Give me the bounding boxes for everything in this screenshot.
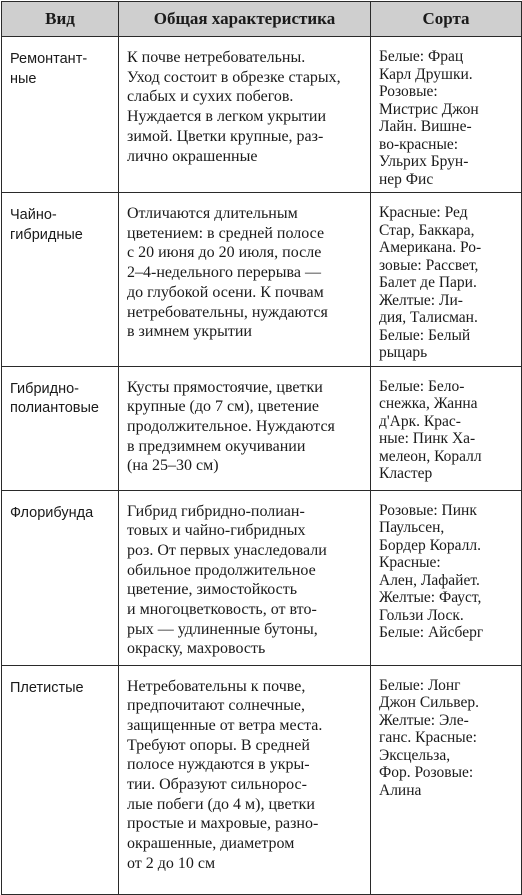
varieties-cell: [371, 37, 522, 193]
description-line: Кусты прямостоячие, цветки: [127, 378, 323, 396]
description-line: слабых и сухих побегов.: [127, 88, 294, 106]
description-line: с 20 июня до 20 июля, после: [127, 244, 322, 262]
varieties-line: Красные:: [379, 554, 441, 571]
roses-table: [1, 1, 522, 895]
varieties-line: ганс. Красные:: [379, 729, 477, 746]
varieties-line: нер Фис: [379, 170, 434, 188]
description-line: обильное продолжительное: [127, 561, 316, 579]
description-line: цветение, зимостойкость: [127, 581, 298, 599]
description-line: нетребовательны, нуждаются: [127, 303, 328, 321]
description-line: полосе нуждаются в укры-: [127, 756, 310, 774]
varieties-line: Джон Сильвер.: [379, 694, 479, 711]
description-cell: [119, 366, 371, 490]
varieties-cell: [371, 490, 522, 665]
description-line: до глубокой осени. К почвам: [127, 283, 324, 301]
description-line: Гибрид гибридно-полиан-: [127, 502, 305, 520]
table-row: [2, 37, 522, 193]
description-line: предпочитают солнечные,: [127, 697, 305, 715]
varieties-line: Лайн. Вишне-: [379, 118, 472, 135]
kind-line: гибридные: [10, 226, 83, 243]
varieties-line: снежка, Жанна: [379, 395, 478, 412]
varieties-line: Американа. Ро-: [379, 239, 482, 256]
kind-line: Флорибунда: [10, 504, 94, 521]
varieties-cell: [371, 366, 522, 490]
varieties-line: д'Арк. Крас-: [379, 412, 461, 430]
table-body: [2, 37, 522, 895]
varieties-line: Фор. Розовые:: [379, 764, 474, 781]
kind-cell: [2, 490, 119, 665]
description-cell: [119, 193, 371, 367]
varieties-cell: [371, 193, 522, 367]
kind-line: Чайно-: [10, 207, 57, 223]
kind-line: Плетистые: [10, 679, 84, 696]
varieties-line: дия, Талисман.: [379, 309, 478, 326]
description-line: (на 25–30 см): [127, 457, 219, 475]
kind-line: полиантовые: [10, 400, 99, 416]
description-line: окраску, махровость: [127, 640, 266, 658]
varieties-line: Желтые: Фауст,: [379, 589, 482, 606]
description-line: Нетребовательны к почве,: [127, 677, 306, 695]
kind-cell: [2, 193, 119, 367]
varieties-line: Мистрис Джон: [379, 100, 479, 118]
description-line: лично окрашенные: [127, 147, 258, 165]
description-line: Требуют опоры. В средней: [127, 736, 310, 754]
varieties-line: Розовые: Пинк: [379, 501, 477, 519]
varieties-line: Белые: Фрац: [379, 48, 464, 65]
description-cell: [119, 37, 371, 193]
varieties-line: Белые: Белый: [379, 326, 471, 344]
kind-line: Гибридно-: [10, 380, 79, 397]
description-cell: [119, 665, 371, 894]
kind-cell: [2, 665, 119, 894]
kind-cell: [2, 37, 119, 193]
kind-line: Ремонтант-: [10, 51, 88, 67]
header-kind: Вид: [2, 2, 119, 37]
table-row: [2, 490, 522, 665]
description-line: Нуждается в легком укрытии: [127, 108, 327, 126]
varieties-line: Гользи Лоск.: [379, 606, 464, 624]
varieties-line: Стар, Баккара,: [379, 221, 475, 239]
description-line: Отличаются длительным: [127, 205, 298, 222]
varieties-line: Ульрих Брун-: [379, 153, 469, 170]
description-line: защищенные от ветра места.: [127, 716, 323, 734]
varieties-line: Бордер Коралл.: [379, 536, 482, 554]
varieties-line: Белые: Айсберг: [379, 624, 484, 641]
varieties-line: Эксцельза,: [379, 746, 451, 764]
varieties-line: Желтые: Ли-: [379, 291, 463, 309]
description-line: 2–4-недельного перерыва —: [127, 264, 321, 282]
description-line: лые побеги (до 4 м), цветки: [127, 795, 315, 813]
header-description: Общая характеристика: [119, 2, 371, 37]
description-line: в зимнем укрытии: [127, 323, 252, 341]
varieties-line: Розовые:: [379, 83, 438, 100]
varieties-line: рыцарь: [379, 344, 428, 361]
header-row: [2, 2, 522, 37]
description-line: цветением: в средней полосе: [127, 224, 325, 242]
table-row: [2, 665, 522, 894]
varieties-line: Желтые: Эле-: [379, 711, 469, 729]
varieties-line: мелеон, Коралл: [379, 447, 482, 465]
description-line: крупные (до 7 см), цветение: [127, 398, 320, 416]
table-row: [2, 366, 522, 490]
varieties-line: Балет де Пари.: [379, 274, 477, 291]
varieties-cell: [371, 665, 522, 894]
table-row: [2, 193, 522, 367]
varieties-line: Паульсен,: [379, 519, 445, 536]
varieties-line: зовые: Рассвет,: [379, 256, 479, 274]
kind-cell: [2, 366, 119, 490]
varieties-line: во-красные:: [379, 135, 459, 153]
description-line: в предзимнем окучивании: [127, 437, 306, 455]
varieties-line: ные: Пинк Ха-: [379, 430, 476, 447]
description-line: зимой. Цветки крупные, раз-: [127, 127, 324, 145]
description-cell: [119, 490, 371, 665]
description-line: от 2 до 10 см: [127, 854, 216, 872]
description-line: рых — удлиненные бутоны,: [127, 620, 318, 638]
varieties-line: Белые: Лонг: [379, 676, 461, 694]
description-line: К почве нетребовательны.: [127, 49, 306, 66]
varieties-line: Алина: [379, 781, 422, 799]
description-line: окрашенные, диаметром: [127, 835, 295, 853]
description-line: товых и чайно-гибридных: [127, 522, 306, 540]
description-line: простые и махровые, разно-: [127, 815, 319, 833]
varieties-line: Красные: Ред: [379, 204, 468, 221]
description-line: и многоцветковость, от вто-: [127, 601, 317, 619]
varieties-line: Карл Друшки.: [379, 65, 473, 83]
varieties-line: Белые: Бело-: [379, 377, 465, 395]
description-line: роз. От первых унаследовали: [127, 541, 327, 559]
varieties-line: Кластер: [379, 465, 433, 482]
description-line: Уход состоит в обрезке старых,: [127, 68, 341, 86]
header-varieties: Сорта: [371, 2, 522, 37]
description-line: тии. Образуют сильнорос-: [127, 776, 307, 794]
description-line: продолжительное. Нуждаются: [127, 417, 335, 435]
varieties-line: Ален, Лафайет.: [379, 571, 480, 589]
kind-line: ные: [10, 70, 37, 87]
